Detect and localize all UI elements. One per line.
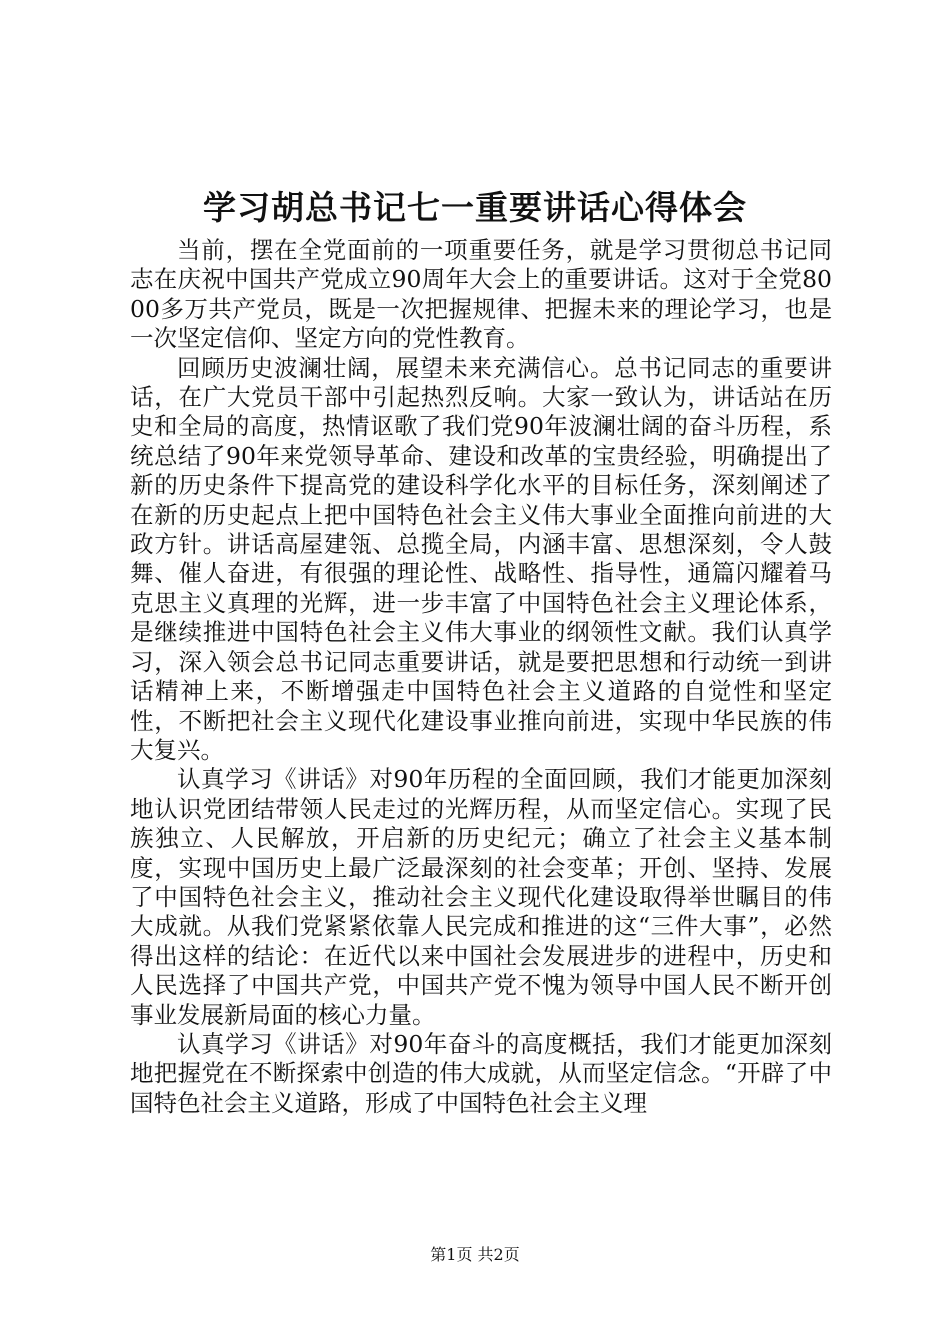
paragraph-2: 回顾历史波澜壮阔，展望未来充满信心。总书记同志的重要讲话，在广大党员干部中引起热烈反响。大家一致认为，讲话站在历史和全局的高度，热情讴歌了我们党90年波澜壮阔的奋斗历程，系统总结了90年来党领导革命、建设和改革的宝贵经验，明确提出了新的历史条件下提高党的建设科学化水平的目标任务，深刻阐述了在新的历史起点上把中国特色社会主义伟大事业全面推向前进的大政方针。讲话高屋建瓴、总揽全局，内涵丰富、思想深刻，令人鼓舞、催人奋进，有很强的理论性、战略性、指导性，通篇闪耀着马克思主义真理的光辉，进一步丰富了中国特色社会主义理论体系，是继续推进中国特色社会主义伟大事业的纲领性文献。我们认真学习，深入领会总书记同志重要讲话，就是要把思想和行动统一到讲话精神上来，不断增强走中国特色社会主义道路的自觉性和坚定性，不断把社会主义现代化建设事业推向前进，实现中华民族的伟大复兴。 <box>130 353 832 764</box>
paragraph-3: 认真学习《讲话》对90年历程的全面回顾，我们才能更加深刻地认识党团结带领人民走过的光辉历程，从而坚定信心。实现了民族独立、人民解放，开启新的历史纪元；确立了社会主义基本制度，实现中国历史上最广泛最深刻的社会变革；开创、坚持、发展了中国特色社会主义，推动社会主义现代化建设取得举世瞩目的伟大成就。从我们党紧紧依靠人民完成和推进的这“三件大事”，必然得出这样的结论：在近代以来中国社会发展进步的进程中，历史和人民选择了中国共产党，中国共产党不愧为领导中国人民不断开创事业发展新局面的核心力量。 <box>130 765 832 1029</box>
document-body <box>130 236 832 1118</box>
paragraph-1: 当前，摆在全党面前的一项重要任务，就是学习贯彻总书记同志在庆祝中国共产党成立90周年大会上的重要讲话。这对于全党8000多万共产党员，既是一次把握规律、把握未来的理论学习，也是一次坚定信仰、坚定方向的党性教育。 <box>130 236 832 353</box>
paragraph-4: 认真学习《讲话》对90年奋斗的高度概括，我们才能更加深刻地把握党在不断探索中创造的伟大成就，从而坚定信念。“开辟了中国特色社会主义道路，形成了中国特色社会主义理 <box>130 1029 832 1117</box>
document-title: 学习胡总书记七一重要讲话心得体会 <box>203 188 747 227</box>
page-footer: 第1页 共2页 <box>430 1245 520 1264</box>
